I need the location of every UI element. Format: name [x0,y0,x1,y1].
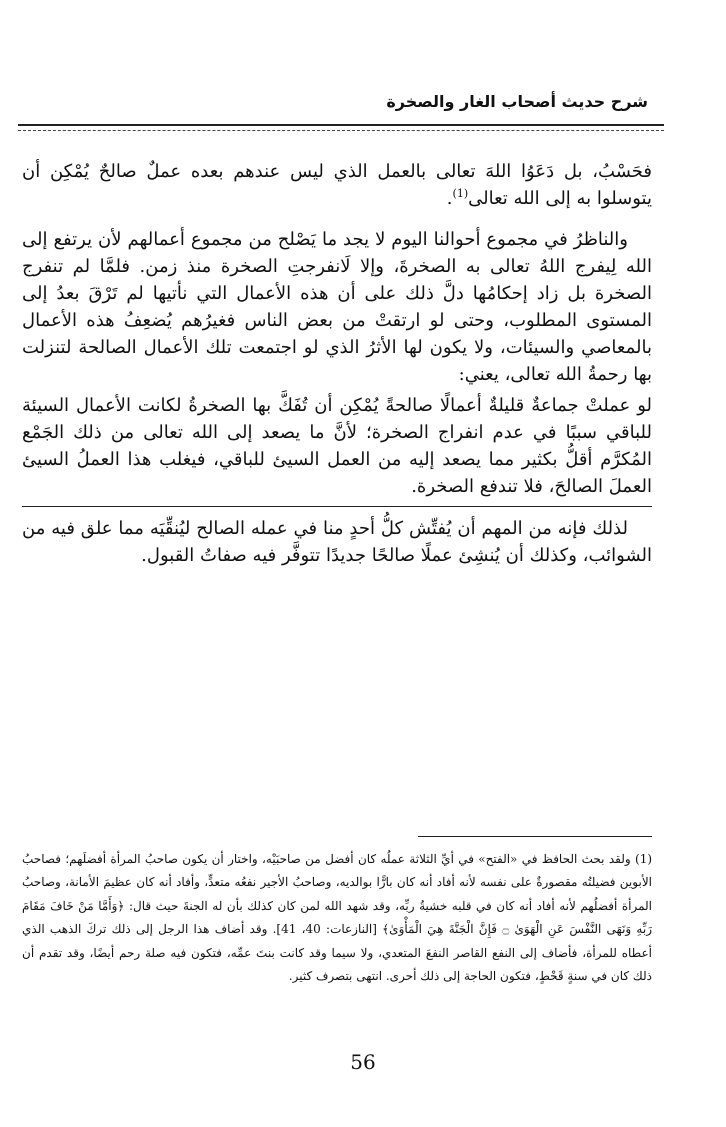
footnote-reference: (1) [452,187,469,200]
main-text [22,158,652,583]
header-rule [18,124,664,126]
header-rule-dashed [18,130,664,131]
footnote-separator [418,836,652,837]
paragraph-2: والناظرُ في مجموع أحوالنا اليوم لا يجد ما يَصْلح من مجموع أعمالهم لأن يرتفع إلى الله لِيفرج اللهُ تعالى به الصخرةَ، وإلا لَانفرجتِ الصخرة منذ زمن. فلمَّا لم تنفرج الصخرة بل زاد إحكامُها دلَّ ذلك على أن هذه الأعمال التي نأتيها لم تَرْقَ بعدُ إلى المستوى المطلوب، وحتى لو ارتقتْ من بعض الناس فغيرُهم يُضعِفُ هذه الأعمال بالمعاصي والسيئات، ولا يكون لها الأثرُ الذي لو اجتمعت تلك الأعمال الصالحة لتنزلت بها رحمةُ الله تعالى، يعني: [22,229,653,385]
paragraph-1-end: . [446,188,453,209]
paragraph-3-underlined: لو عملتْ جماعةٌ قليلةٌ أعمالًا صالحةً يُمْكِن أن تُفَكَّ بها الصخرةُ لكانت الأعمال السيئة للباقي سببًا في عدم انفراج الصخرة؛ لأنَّ ما يصعد إلى الله تعالى من ذلك الجَمْع المُكرَّم أقلُّ بكثير مما يصعد إليه من العمل السيئ للباقي، فيغلب هذا العملُ السيئ العملَ الصالحَ، فلا تندفع الصخرة. [22,392,652,507]
paragraph-4: لذلك فإنه من المهم أن يُفتِّش كلُّ أحدٍ منا في عمله الصالح ليُنقِّيَه مما علق فيه من الشوائب، وكذلك أن يُنشِئ عملًا صالحًا جديدًا تتوفَّر فيه صفاتُ القبول. [22,518,652,566]
running-header-title: شرح حديث أصحاب الغار والصخرة [386,92,648,111]
paragraph-1 [22,158,652,212]
page-number: 56 [350,1050,376,1074]
footnote-1: (1) ولقد بحث الحافظ في «الفتح» في أيِّ الثلاثة عملُه كان أفضل من صاحبَيْه، واختار أن يكون صاحبُ المرأة أفضلَهم؛ فصاحبُ الأبوين فضيلتُه مقصورةٌ على نفسه لأنه أفاد أنه كان بارًّا بوالديه، وصاحبُ الأجير نفعُه متعدٍّ، وأفاد أنه كان عظيمَ الأمانة، وصاحبُ المرأة أفضلُهم لأنه أفاد أنه كان في قلبه خشيةُ ربِّه، وقد شهد الله لمن كان كذلك بأن له الجنةَ حيث قال: ﴿وَأَمَّا مَنْ خَافَ مَقَامَ رَبِّهِ وَنَهَى النَّفْسَ عَنِ الْهَوَىٰ ۝ فَإِنَّ الْجَنَّةَ هِيَ الْمَأْوَىٰ﴾ [النازعات: 40، 41]. وقد أضاف هذا الرجل إلى ذلك تركَ الذهب الذي أعطاه للمرأة، فأضاف إلى النفع القاصر النفعَ المتعدي، ولا سيما وقد كانت بنتَ عمِّه، فتكون فيه صلة رحم أيضًا، وقد تقدم أن ذلك كان في سنةٍ قَحْطٍ، فتكون الحاجة إلى ذلك أحرى. انتهى بتصرف كثير. [22,852,653,983]
paragraph-1-text: فحَسْبُ، بل دَعَوُا اللهَ تعالى بالعمل الذي ليس عندهم بعده عملٌ صالحٌ يُمْكِن أن يتوسلوا به إلى الله تعالى [22,161,652,209]
